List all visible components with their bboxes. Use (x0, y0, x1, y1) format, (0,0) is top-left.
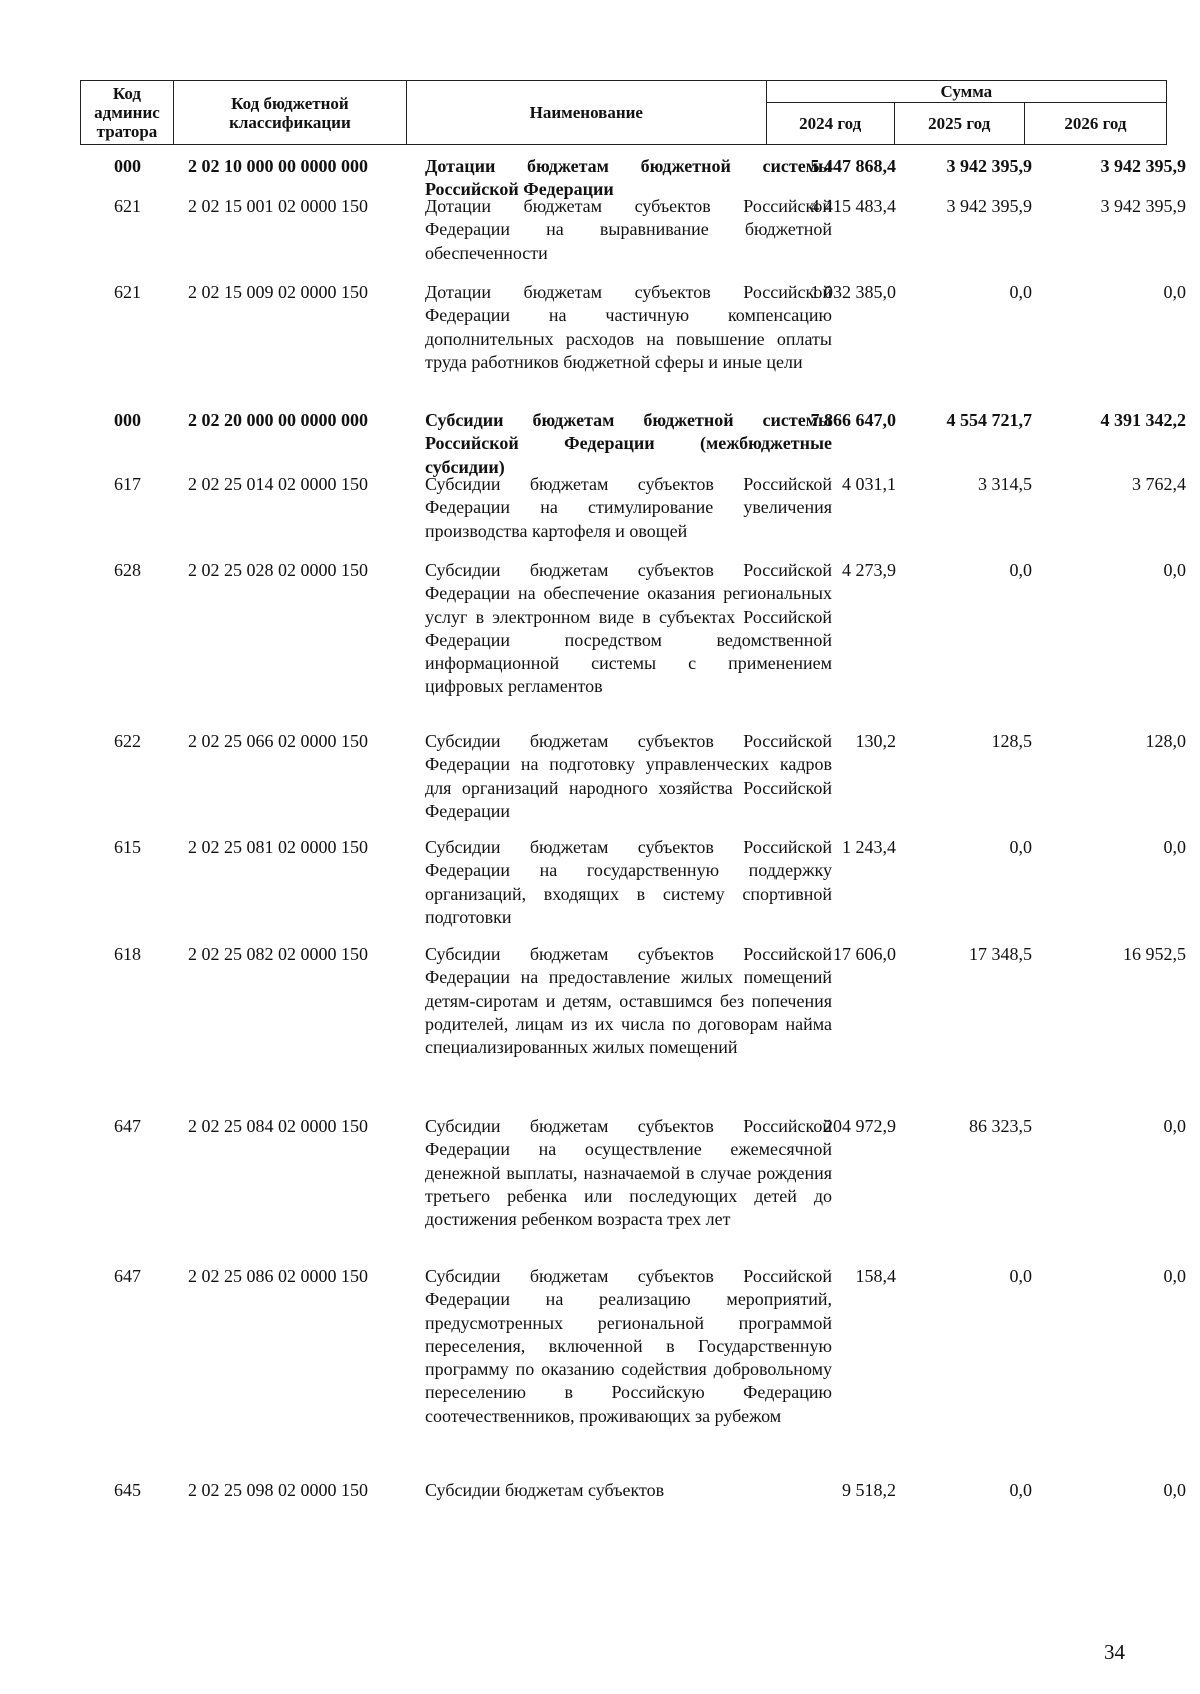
row-name: Субсидии бюджетам субъектов Российской Федерации на осуществление ежемесячной денежной выплаты, назначаемой в случае рождения третьего ребенка или последующих детей до достижения ребенком возраста трех лет (425, 1116, 832, 1230)
budget-code: 2 02 15 001 02 0000 150 (188, 196, 368, 216)
sum-2025: 128,5 (991, 731, 1032, 751)
row-name: Дотации бюджетам бюджетной системы Российской Федерации (425, 156, 832, 200)
row-name: Субсидии бюджетам субъектов Российской Федерации на предоставление жилых помещений детям-сиротам и детям, оставшимся без попечения родителей, лицам из их числа по договорам найма специализированных жилых помещений (425, 944, 832, 1058)
budget-code: 2 02 15 009 02 0000 150 (188, 282, 368, 302)
sum-2026: 0,0 (1163, 282, 1186, 302)
budget-code: 2 02 10 000 00 0000 000 (188, 156, 368, 176)
row-name: Субсидии бюджетам субъектов Российской Федерации на обеспечение оказания региональных услуг в электронном виде в субъектах Российской Федерации посредством ведомственной информационной системы с применением цифровых регламентов (425, 560, 832, 697)
budget-code: 2 02 25 098 02 0000 150 (188, 1480, 368, 1500)
sum-2024: 9 518,2 (842, 1480, 896, 1500)
header-year-2024: 2024 год (766, 103, 894, 145)
sum-2024: 5 447 868,4 (810, 156, 896, 176)
admin-code: 621 (114, 196, 141, 216)
table-header (80, 80, 1167, 145)
sum-2026: 0,0 (1163, 1480, 1186, 1500)
sum-2024: 4 273,9 (842, 560, 896, 580)
row-name: Субсидии бюджетам субъектов Российской Федерации на государственную поддержку организаций, входящих в систему спортивной подготовки (425, 837, 832, 927)
budget-code: 2 02 25 081 02 0000 150 (188, 837, 368, 857)
sum-2025: 0,0 (1009, 1266, 1032, 1286)
sum-2026: 3 942 395,9 (1100, 196, 1186, 216)
row-name: Субсидии бюджетам субъектов (425, 1480, 665, 1500)
budget-code: 2 02 25 086 02 0000 150 (188, 1266, 368, 1286)
sum-2026: 16 952,5 (1123, 944, 1186, 964)
row-name: Дотации бюджетам субъектов Российской Федерации на выравнивание бюджетной обеспеченности (425, 196, 832, 263)
admin-code: 645 (114, 1480, 141, 1500)
header-admin-code: Код админис тратора (81, 81, 174, 145)
page-number: 34 (1104, 1640, 1125, 1664)
sum-2026: 0,0 (1163, 560, 1186, 580)
admin-code: 647 (114, 1116, 141, 1136)
budget-code: 2 02 25 066 02 0000 150 (188, 731, 368, 751)
admin-code: 615 (114, 837, 141, 857)
admin-code: 618 (114, 944, 141, 964)
admin-code: 622 (114, 731, 141, 751)
sum-2025: 3 942 395,9 (946, 196, 1032, 216)
sum-2025: 0,0 (1009, 837, 1032, 857)
row-name: Субсидии бюджетам субъектов Российской Федерации на стимулирование увеличения производства картофеля и овощей (425, 474, 832, 541)
admin-code: 647 (114, 1266, 141, 1286)
sum-2026: 0,0 (1163, 1116, 1186, 1136)
row-name: Субсидии бюджетам субъектов Российской Федерации на реализацию мероприятий, предусмотренных региональной программой переселения, включенной в Государственную программу по оказанию содействия добровольному переселению в Российскую Федерацию соотечественников, проживающих за рубежом (425, 1266, 832, 1426)
sum-2024: 4 031,1 (842, 474, 896, 494)
sum-2024: 4 415 483,4 (810, 196, 896, 216)
sum-2025: 0,0 (1009, 282, 1032, 302)
sum-2026: 3 942 395,9 (1100, 156, 1186, 176)
row-name: Дотации бюджетам субъектов Российской Федерации на частичную компенсацию дополнительных расходов на повышение оплаты труда работников бюджетной сферы и иные цели (425, 282, 832, 372)
sum-2025: 0,0 (1009, 1480, 1032, 1500)
budget-code: 2 02 25 082 02 0000 150 (188, 944, 368, 964)
sum-2025: 3 314,5 (978, 474, 1032, 494)
header-year-2026: 2026 год (1024, 103, 1166, 145)
budget-code: 2 02 25 014 02 0000 150 (188, 474, 368, 494)
admin-code: 617 (114, 474, 141, 494)
header-name: Наименование (406, 81, 766, 145)
sum-2026: 0,0 (1163, 1266, 1186, 1286)
sum-2024: 1 243,4 (842, 837, 896, 857)
budget-code: 2 02 25 084 02 0000 150 (188, 1116, 368, 1136)
sum-2025: 86 323,5 (969, 1116, 1032, 1136)
sum-2025: 3 942 395,9 (946, 156, 1032, 176)
budget-code: 2 02 25 028 02 0000 150 (188, 560, 368, 580)
sum-2026: 128,0 (1145, 731, 1186, 751)
row-name: Субсидии бюджетам бюджетной системы Российской Федерации (межбюджетные субсидии) (425, 410, 832, 477)
sum-2024: 204 972,9 (824, 1116, 896, 1136)
header-budget-code: Код бюджетной классификации (173, 81, 406, 145)
sum-2026: 4 391 342,2 (1100, 410, 1186, 430)
sum-2024: 130,2 (855, 731, 896, 751)
header-sum: Сумма (766, 81, 1166, 103)
sum-2024: 158,4 (855, 1266, 896, 1286)
sum-2024: 1 032 385,0 (810, 282, 896, 302)
sum-2024: 17 606,0 (833, 944, 896, 964)
admin-code: 000 (114, 156, 141, 176)
sum-2026: 3 762,4 (1132, 474, 1186, 494)
sum-2024: 7 866 647,0 (810, 410, 896, 430)
sum-2025: 4 554 721,7 (946, 410, 1032, 430)
header-year-2025: 2025 год (894, 103, 1024, 145)
sum-2025: 0,0 (1009, 560, 1032, 580)
admin-code: 000 (114, 410, 141, 430)
sum-2025: 17 348,5 (969, 944, 1032, 964)
sum-2026: 0,0 (1163, 837, 1186, 857)
admin-code: 628 (114, 560, 141, 580)
budget-code: 2 02 20 000 00 0000 000 (188, 410, 368, 430)
row-name: Субсидии бюджетам субъектов Российской Федерации на подготовку управленческих кадров для организаций народного хозяйства Российской Федерации (425, 731, 832, 821)
admin-code: 621 (114, 282, 141, 302)
